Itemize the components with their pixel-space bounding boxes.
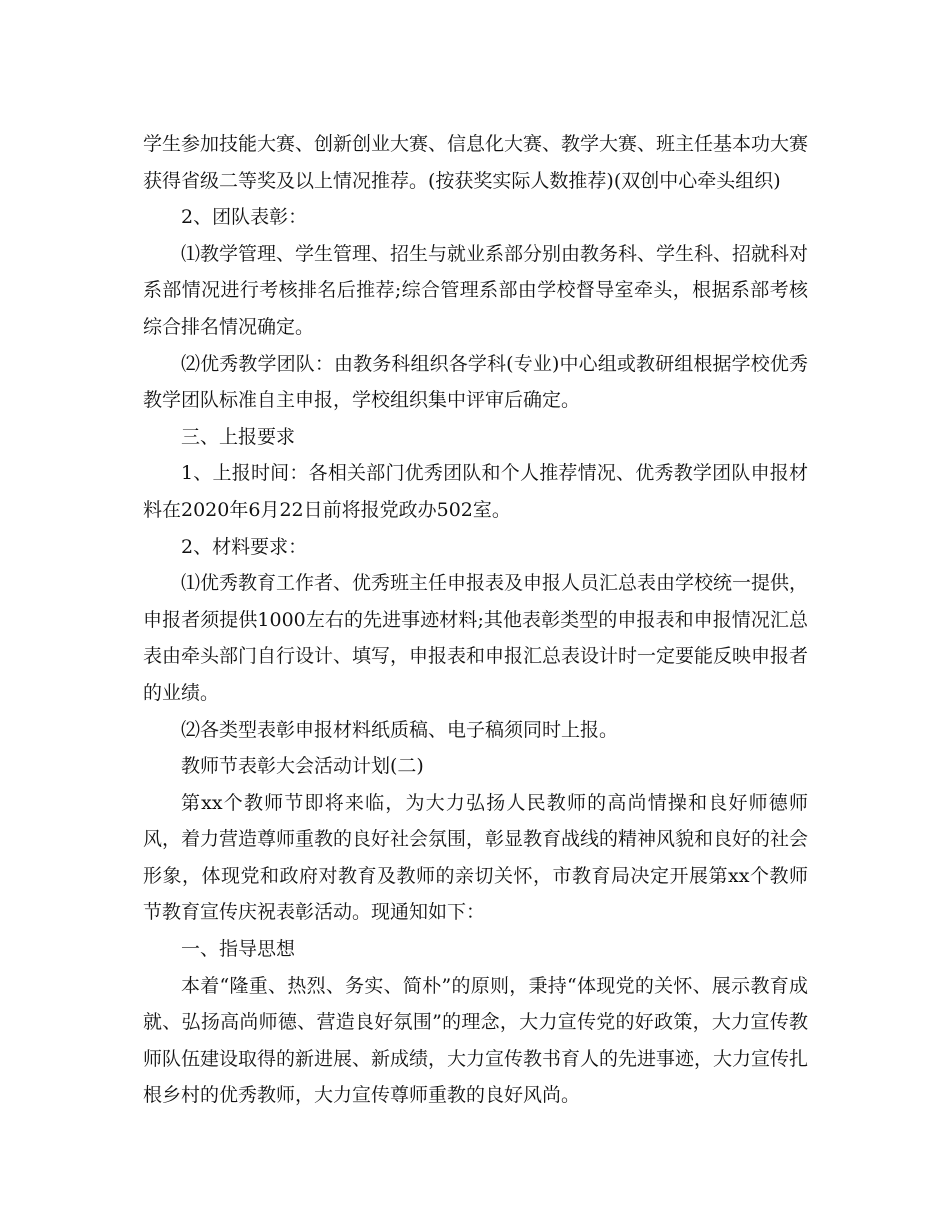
paragraph-4: ⑵优秀教学团队：由教务科组织各学科(专业)中心组或教研组根据学校优秀教学团队标准自主申报，学校组织集中评审后确定。 [143,352,808,412]
paragraph-2: 2、团队表彰： [181,206,308,229]
paragraph-8: ⑴优秀教育工作者、优秀班主任申报表及申报人员汇总表由学校统一提供，申报者须提供1000左右的先进事迹材料;其他表彰类型的申报表和申报情况汇总表由牵头部门自行设计、填写，申报表和申报汇总表设计时一定要能反映申报者的业绩。 [143,572,809,704]
paragraph-11: 第xx个教师节即将来临，为大力弘扬人民教师的高尚情操和良好师德师风，着力营造尊师重教的良好社会氛围，彰显教育战线的精神风貌和良好的社会形象，体现党和政府对教育及教师的亲切关怀，市教育局决定开展第xx个教师节教育宣传庆祝表彰活动。现通知如下： [143,791,809,924]
paragraph-7: 2、材料要求： [181,535,308,558]
paragraph-9: ⑵各类型表彰申报材料纸质稿、电子稿须同时上报。 [181,718,619,741]
section-heading-guiding: 一、指导思想 [181,938,296,961]
paragraph-3: ⑴教学管理、学生管理、招生与就业系部分别由教务科、学生科、招就科对系部情况进行考核排名后推荐;综合管理系部由学校督导室牵头，根据系部考核综合排名情况确定。 [143,242,809,338]
paragraph-6: 1、上报时间：各相关部门优秀团队和个人推荐情况、优秀教学团队申报材料在2020年6月22日前将报党政办502室。 [143,462,808,521]
section-heading-reporting: 三、上报要求 [181,425,296,448]
paragraph-1: 学生参加技能大赛、创新创业大赛、信息化大赛、教学大赛、班主任基本功大赛获得省级二等奖及以上情况推荐。(按获奖实际人数推荐)(双创中心牵头组织) [143,133,809,192]
document-body [143,126,808,1114]
plan-title: 教师节表彰大会活动计划(二) [181,755,424,778]
paragraph-13: 本着“隆重、热烈、务实、简朴”的原则，秉持“体现党的关怀、展示教育成就、弘扬高尚师德、营造良好氛围”的理念，大力宣传党的好政策，大力宣传教师队伍建设取得的新进展、新成绩，大力宣传教书育人的先进事迹，大力宣传扎根乡村的优秀教师，大力宣传尊师重教的良好风尚。 [143,974,809,1107]
